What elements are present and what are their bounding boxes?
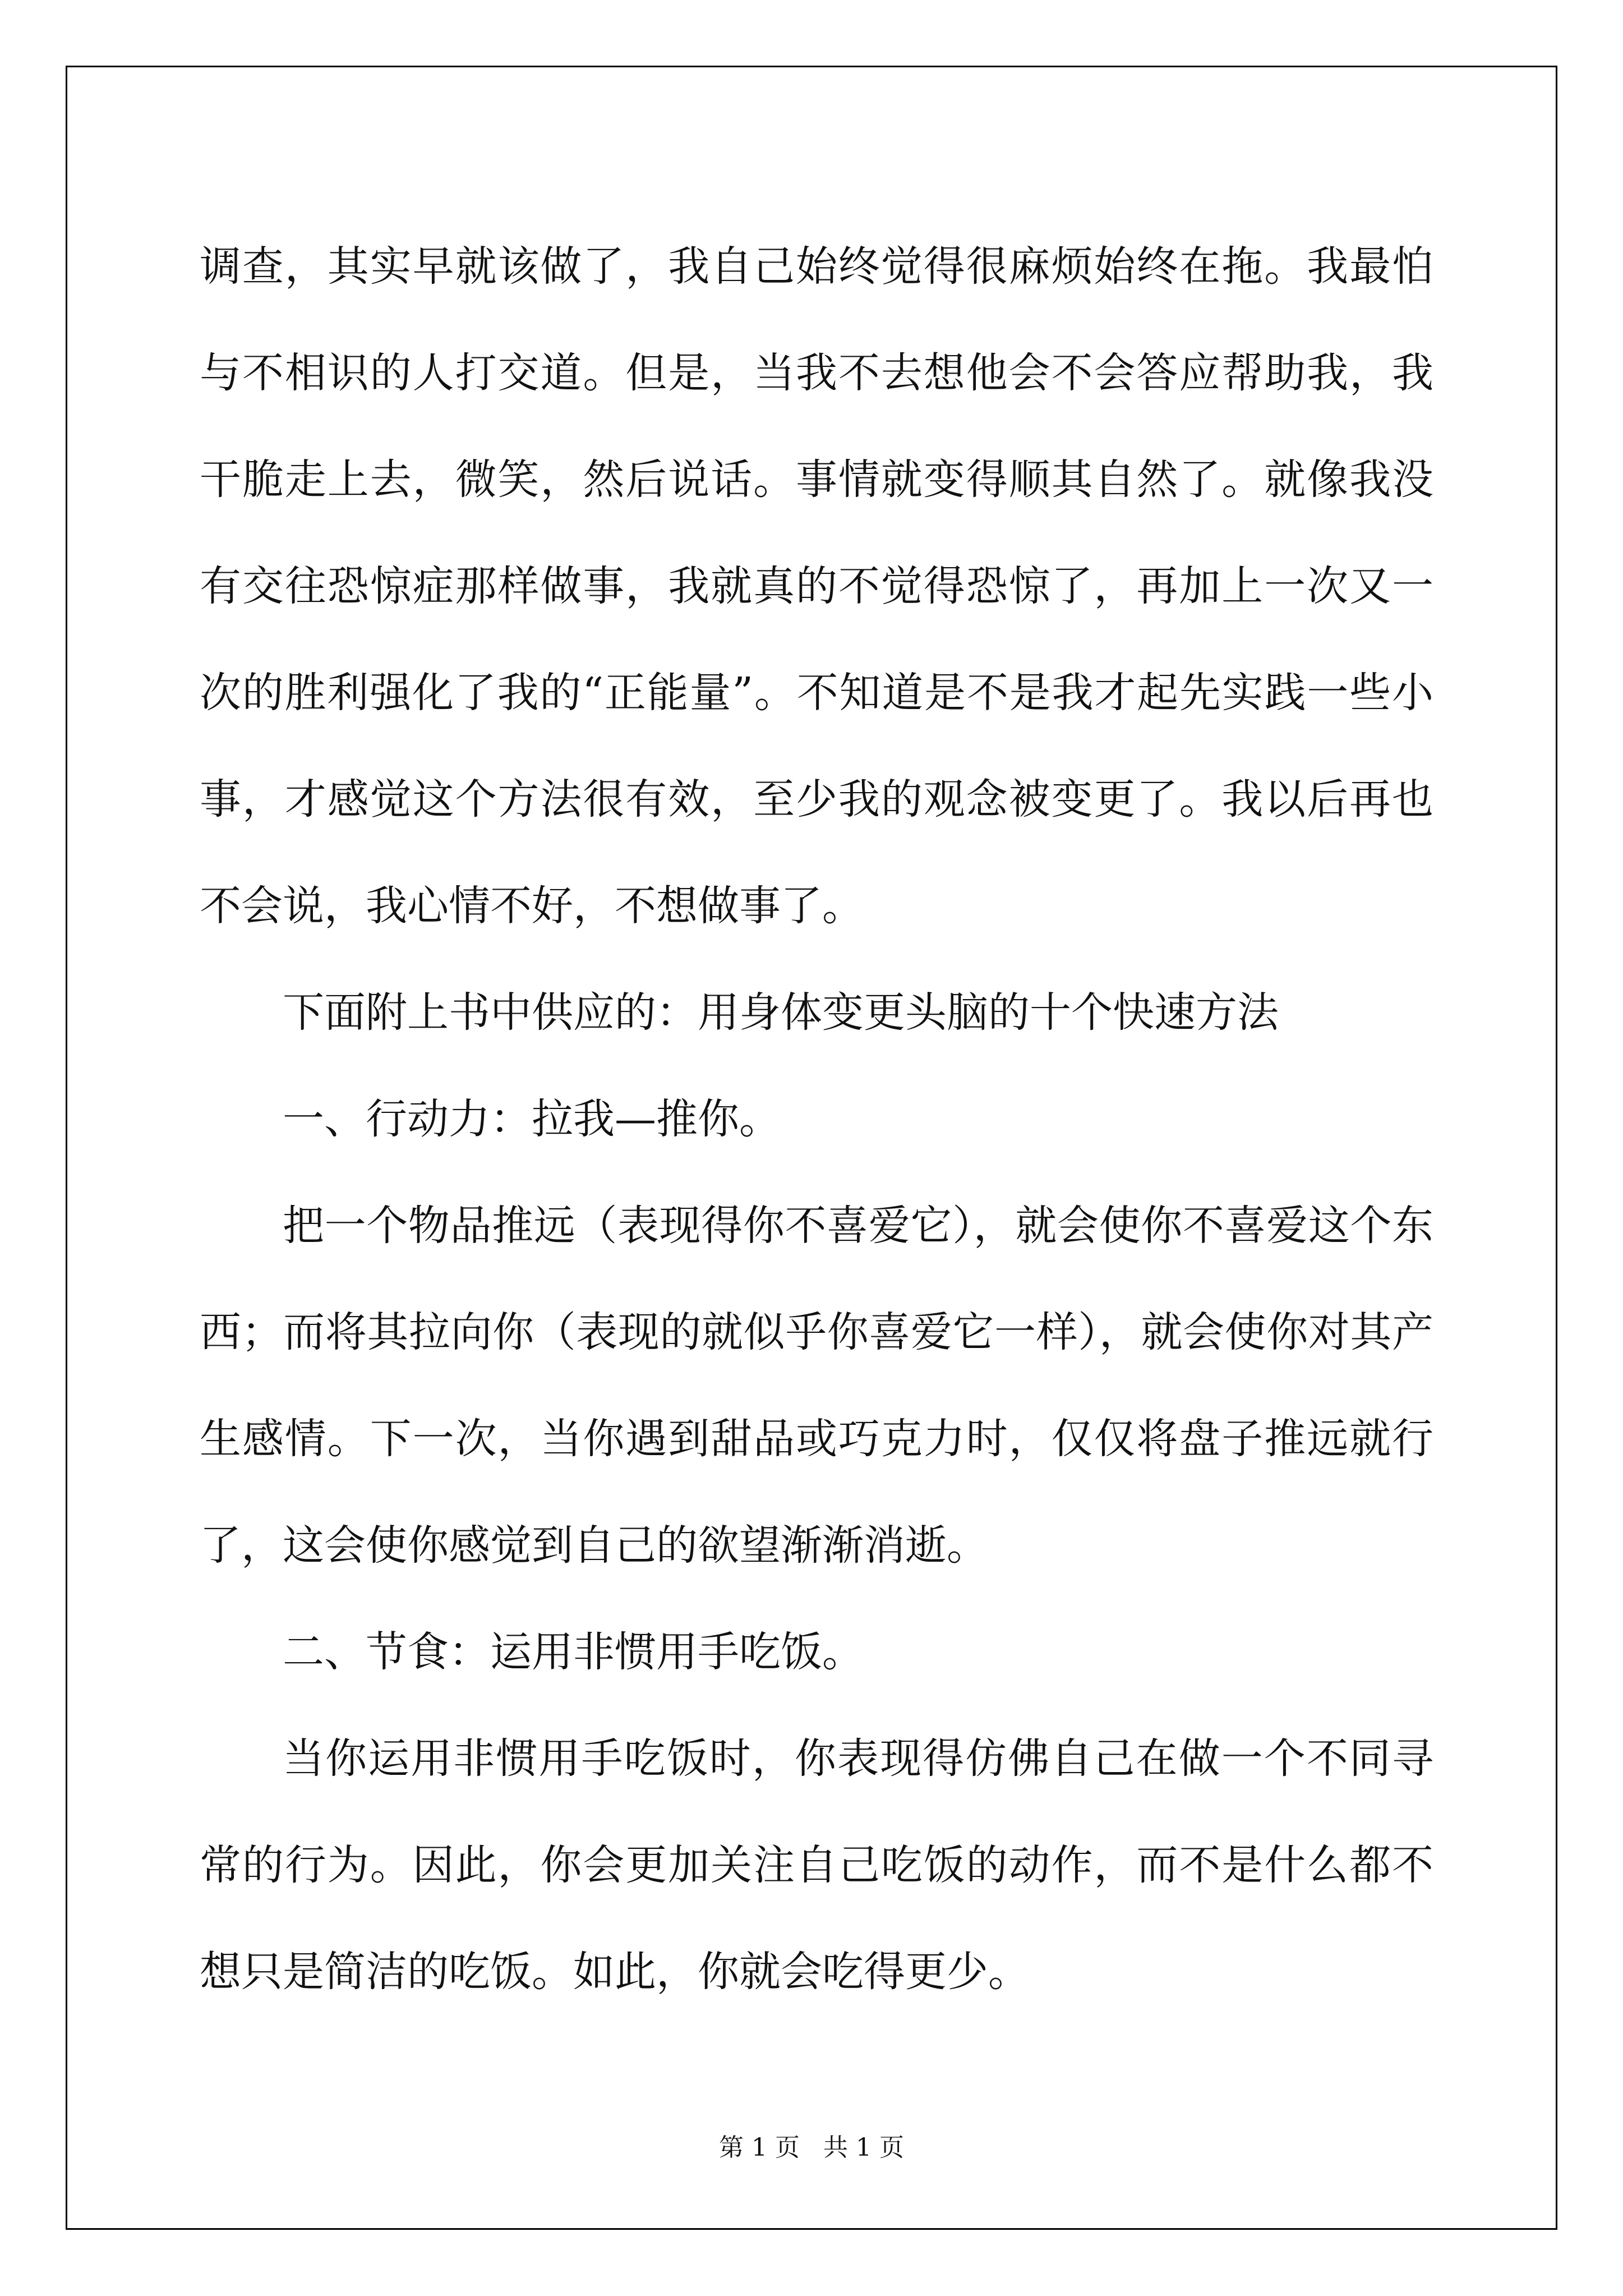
paragraph-4: 把一个物品推远（表现得你不喜爱它），就会使你不喜爱这个东西；而将其拉向你（表现的就似乎你喜爱它一样），就会使你对其产生感情。下一次，当你遇到甜品或巧克力时，仅仅将盘子推远就行了，这会使你感觉到自己的欲望渐渐消逝。 [200, 1202, 1433, 1570]
paragraph-5: 二、节食：运用非惯用手吃饭。 [283, 1628, 864, 1676]
page-number-footer: 第 1 页 共 1 页 [719, 2133, 904, 2162]
paragraph-1: 调查，其实早就该做了，我自己始终觉得很麻烦始终在拖。我最怕与不相识的人打交道。但是，当我不去想他会不会答应帮助我，我干脆走上去，微笑，然后说话。事情就变得顺其自然了。就像我没有交往恐惊症那样做事，我就真的不觉得恐惊了，再加上一次又一次的胜利强化了我的“正能量”。不知道是不是我才起先实践一些小事，才感觉这个方法很有效，至少我的观念被变更了。我以后再也不会说，我心情不好，不想做事了。 [200, 242, 1433, 930]
paragraph-2: 下面附上书中供应的：用身体变更头脑的十个快速方法 [283, 988, 1279, 1037]
paragraph-6: 当你运用非惯用手吃饭时，你表现得仿佛自己在做一个不同寻常的行为。因此，你会更加关注自己吃饭的动作，而不是什么都不想只是简洁的吃饭。如此，你就会吃得更少。 [200, 1734, 1433, 1996]
paragraph-3: 一、行动力：拉我—推你。 [283, 1095, 781, 1143]
document-body [200, 213, 1433, 2025]
